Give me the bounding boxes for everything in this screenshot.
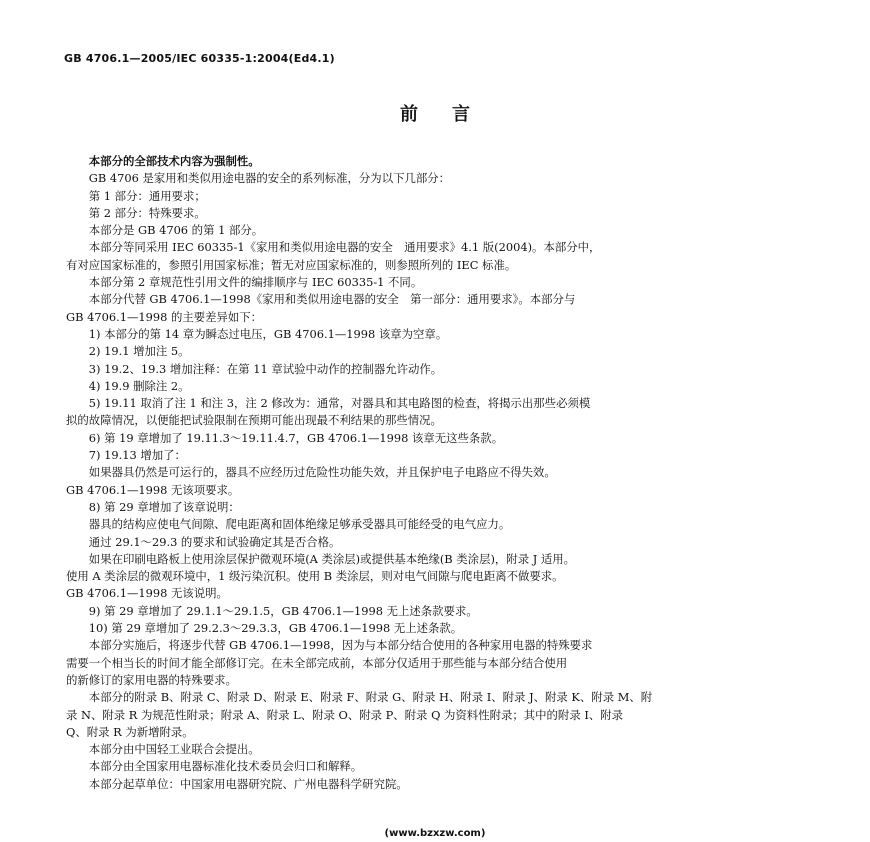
- paragraph: GB 4706.1—1998 无该项要求。: [66, 482, 240, 497]
- paragraph: 如果器具仍然是可运行的，器具不应经历过危险性功能失效，并且保护电子电路应不得失效。: [88, 465, 556, 480]
- paragraph: 器具的结构应使电气间隙、爬电距离和固体绝缘足够承受器具可能经受的电气应力。: [88, 517, 511, 532]
- list-item: 4) 19.9 删除注 2。: [88, 378, 190, 393]
- paragraph: 本部分代替 GB 4706.1—1998《家用和类似用途电器的安全 第一部分：通用要求》。本部分与: [88, 292, 576, 307]
- paragraph: 第 1 部分：通用要求；: [88, 188, 206, 203]
- paragraph: 本部分的全部技术内容为强制性。: [88, 154, 260, 168]
- paragraph: 如果在印刷电路板上使用涂层保护微观环境(A 类涂层)或提供基本绝缘(B 类涂层)，附录 J 适用。: [88, 551, 576, 566]
- paragraph: GB 4706 是家用和类似用途电器的安全的系列标准，分为以下几部分：: [88, 171, 451, 186]
- paragraph: 的新修订的家用电器的特殊要求。: [66, 672, 237, 687]
- paragraph: 使用 A 类涂层的微观环境中，1 级污染沉积。使用 B 类涂层，则对电气间隙与爬电距离不做要求。: [66, 569, 564, 584]
- list-item: 10) 第 29 章增加了 29.2.3～29.3.3，GB 4706.1—1998 无上述条款。: [88, 621, 463, 636]
- paragraph: 本部分由全国家用电器标准化技术委员会归口和解释。: [88, 759, 363, 774]
- paragraph: GB 4706.1—1998 无该说明。: [66, 586, 228, 601]
- page-title: 前言: [400, 104, 504, 125]
- list-item: 8) 第 29 章增加了该章说明：: [88, 499, 240, 514]
- paragraph: 本部分是 GB 4706 的第 1 部分。: [88, 223, 264, 238]
- standard-number: GB 4706.1—2005/IEC 60335-1:2004(Ed4.1): [64, 52, 335, 65]
- list-item: 3) 19.2、19.3 增加注释：在第 11 章试验中动作的控制器允许动作。: [88, 361, 443, 376]
- list-item: 6) 第 19 章增加了 19.11.3～19.11.4.7，GB 4706.1—1998 该章无这些条款。: [88, 430, 504, 445]
- paragraph: 通过 29.1～29.3 的要求和试验确定其是否合格。: [88, 534, 341, 549]
- paragraph: 第 2 部分：特殊要求。: [88, 205, 206, 220]
- paragraph: GB 4706.1—1998 的主要差异如下：: [66, 309, 263, 324]
- list-item: 拟的故障情况，以便能把试验限制在预期可能出现最不利结果的那些情况。: [66, 413, 442, 428]
- website-footer: (www.bzxzw.com): [384, 828, 486, 839]
- list-item: 9) 第 29 章增加了 29.1.1～29.1.5，GB 4706.1—1998 无上述条款要求。: [88, 603, 478, 618]
- paragraph: Q、附录 R 为新增附录。: [66, 724, 194, 739]
- paragraph: 本部分等同采用 IEC 60335-1《家用和类似用途电器的安全 通用要求》4.1 版(2004)。本部分中，: [88, 240, 601, 255]
- paragraph: 录 N、附录 R 为规范性附录；附录 A、附录 L、附录 O、附录 P、附录 Q 为资料性附录；其中的附录 I、附录: [66, 707, 624, 722]
- list-item: 1) 本部分的第 14 章为瞬态过电压，GB 4706.1—1998 该章为空章。: [88, 326, 448, 341]
- paragraph: 本部分第 2 章规范性引用文件的编排顺序与 IEC 60335-1 不同。: [88, 275, 423, 290]
- paragraph: 有对应国家标准的，参照引用国家标准；暂无对应国家标准的，则参照所列的 IEC 标准。: [66, 257, 517, 272]
- list-item: 7) 19.13 增加了：: [88, 448, 186, 463]
- paragraph: 本部分起草单位：中国家用电器研究院、广州电器科学研究院。: [88, 776, 408, 791]
- list-item: 2) 19.1 增加注 5。: [88, 344, 190, 359]
- list-item: 5) 19.11 取消了注 1 和注 3，注 2 修改为：通常，对器具和其电路图的检查，将揭示出那些必须模: [88, 396, 591, 411]
- foreword-body: [66, 153, 826, 793]
- paragraph: 本部分实施后，将逐步代替 GB 4706.1—1998，因为与本部分结合使用的各种家用电器的特殊要求: [88, 638, 593, 653]
- paragraph: 本部分由中国轻工业联合会提出。: [88, 742, 260, 757]
- paragraph: 本部分的附录 B、附录 C、附录 D、附录 E、附录 F、附录 G、附录 H、附录 I、附录 J、附录 K、附录 M、附: [88, 690, 653, 705]
- paragraph: 需要一个相当长的时间才能全部修订完。在未全部完成前，本部分仅适用于那些能与本部分结合使用: [66, 655, 568, 670]
